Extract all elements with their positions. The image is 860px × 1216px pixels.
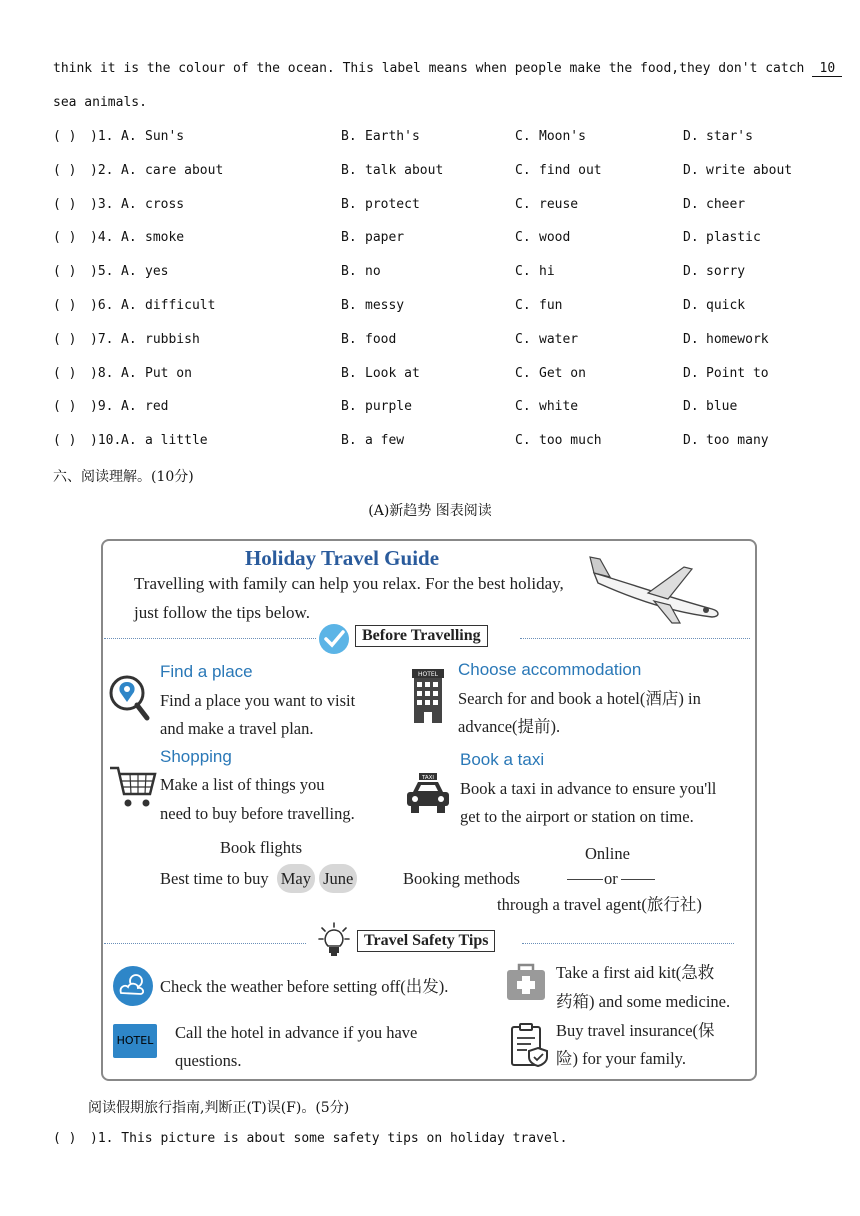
passage-text: think it is the colour of the ocean. This label means when people make the food,they don't catch: [53, 61, 805, 76]
first-aid-line-1: Take a first aid kit(急救: [556, 963, 715, 982]
tf-instruction: 阅读假期旅行指南,判断正(T)误(F)。(5分): [88, 1100, 350, 1116]
option-d-letter: D.: [683, 332, 699, 347]
hotel-sign-icon: HOTEL: [113, 1024, 157, 1058]
month-may: May: [277, 864, 315, 893]
question-row: [53, 366, 813, 386]
question-row: [53, 298, 813, 318]
option-d[interactable]: star's: [706, 129, 753, 144]
option-c[interactable]: water: [539, 332, 579, 347]
guide-intro-1: Travelling with family can help you relax. For the best holiday,: [134, 574, 564, 593]
call-hotel-line-1: Call the hotel in advance if you have: [175, 1023, 418, 1042]
option-d-letter: D.: [683, 399, 699, 414]
answer-blank[interactable]: ( ): [53, 230, 77, 245]
option-d-letter: D.: [683, 264, 699, 279]
option-c-letter: C.: [515, 197, 531, 212]
option-d[interactable]: blue: [706, 399, 738, 414]
question-number: )10.: [90, 433, 122, 448]
option-c-letter: C.: [515, 366, 531, 381]
hotel-building-icon: [409, 667, 447, 725]
find-place-line-2: and make a travel plan.: [160, 719, 314, 738]
question-row: [53, 332, 813, 352]
insurance-line-2: 险) for your family.: [556, 1049, 686, 1068]
travel-agent-option: through a travel agent(旅行社): [497, 895, 702, 914]
option-d-letter: D.: [683, 230, 699, 245]
option-c[interactable]: too much: [539, 433, 602, 448]
option-d[interactable]: Point to: [706, 366, 769, 381]
before-travelling-label: Before Travelling: [355, 625, 488, 647]
option-c-letter: C.: [515, 230, 531, 245]
option-b-letter: B.: [341, 298, 357, 313]
option-c[interactable]: hi: [539, 264, 555, 279]
find-place-line-1: Find a place you want to visit: [160, 691, 356, 710]
option-b-letter: B.: [341, 197, 357, 212]
option-c[interactable]: reuse: [539, 197, 579, 212]
question-number: )2.: [90, 163, 114, 178]
find-place-heading: Find a place: [160, 662, 253, 681]
or-line-left: [567, 879, 603, 880]
option-c-letter: C.: [515, 298, 531, 313]
option-c-letter: C.: [515, 399, 531, 414]
question-number: )9.: [90, 399, 114, 414]
option-a-letter: A.: [121, 433, 137, 448]
question-number: )7.: [90, 332, 114, 347]
weather-icon: [112, 965, 154, 1007]
online-option: Online: [585, 844, 630, 863]
option-c-letter: C.: [515, 332, 531, 347]
option-b-letter: B.: [341, 163, 357, 178]
option-a[interactable]: yes: [145, 264, 169, 279]
option-b-letter: B.: [341, 332, 357, 347]
month-june: June: [319, 864, 357, 893]
shopping-heading: Shopping: [160, 747, 232, 766]
guide-title: Holiday Travel Guide: [244, 546, 440, 570]
question-number: )8.: [90, 366, 114, 381]
option-d[interactable]: too many: [706, 433, 769, 448]
first-aid-kit-icon: [505, 962, 547, 1002]
question-number: )1.: [90, 129, 114, 144]
option-c-letter: C.: [515, 433, 531, 448]
checkmark-icon: [318, 623, 350, 655]
option-b-letter: B.: [341, 366, 357, 381]
airplane-icon: [588, 553, 724, 627]
option-b[interactable]: a few: [365, 433, 405, 448]
or-line-right: [621, 879, 655, 880]
question-row: [53, 399, 813, 419]
accommodation-heading: Choose accommodation: [458, 660, 642, 679]
question-text: )1. This picture is about some safety tips on holiday travel.: [90, 1131, 568, 1146]
answer-blank[interactable]: ( ): [53, 1131, 77, 1146]
option-b[interactable]: purple: [365, 399, 412, 414]
option-b-letter: B.: [341, 399, 357, 414]
option-c[interactable]: Get on: [539, 366, 586, 381]
option-a-letter: A.: [121, 230, 137, 245]
option-b-letter: B.: [341, 264, 357, 279]
answer-blank[interactable]: ( ): [53, 366, 77, 381]
first-aid-line-2: 药箱) and some medicine.: [556, 992, 731, 1011]
shopping-line-1: Make a list of things you: [160, 775, 325, 794]
option-a[interactable]: red: [145, 399, 169, 414]
option-b[interactable]: paper: [365, 230, 405, 245]
question-row: [53, 230, 813, 250]
best-time-row: [160, 864, 357, 893]
option-c-letter: C.: [515, 163, 531, 178]
option-a-letter: A.: [121, 366, 137, 381]
safety-tips-label: Travel Safety Tips: [357, 930, 495, 952]
option-c[interactable]: wood: [539, 230, 571, 245]
question-row: [53, 264, 813, 284]
option-c[interactable]: find out: [539, 163, 602, 178]
question-row: [53, 129, 813, 149]
answer-blank[interactable]: ( ): [53, 129, 77, 144]
option-a-letter: A.: [121, 163, 137, 178]
option-c[interactable]: Moon's: [539, 129, 586, 144]
accommodation-line-2: advance(提前).: [458, 717, 561, 736]
option-d[interactable]: write about: [706, 163, 793, 178]
option-a[interactable]: smoke: [145, 230, 185, 245]
shopping-cart-icon: [108, 764, 158, 810]
weather-tip: Check the weather before setting off(出发).: [160, 977, 449, 996]
lightbulb-icon: [318, 922, 350, 958]
question-number: )6.: [90, 298, 114, 313]
option-b[interactable]: talk about: [365, 163, 444, 178]
option-a-letter: A.: [121, 298, 137, 313]
option-d-letter: D.: [683, 433, 699, 448]
booking-methods-label: Booking methods: [403, 869, 520, 888]
passage-line-2: sea animals.: [53, 95, 147, 110]
option-d[interactable]: cheer: [706, 197, 746, 212]
option-d[interactable]: plastic: [706, 230, 761, 245]
call-hotel-line-2: questions.: [175, 1051, 242, 1070]
question-number: )5.: [90, 264, 114, 279]
answer-blank[interactable]: ( ): [53, 163, 77, 178]
taxi-heading: Book a taxi: [460, 750, 545, 769]
taxi-sign-text: TAXI: [421, 775, 435, 781]
option-b-letter: B.: [341, 230, 357, 245]
question-number: )3.: [90, 197, 114, 212]
option-c[interactable]: white: [539, 399, 579, 414]
best-time-label: Best time to buy: [160, 869, 269, 888]
option-a[interactable]: difficult: [145, 298, 216, 313]
taxi-line-1: Book a taxi in advance to ensure you'll: [460, 779, 717, 798]
shopping-line-2: need to buy before travelling.: [160, 804, 355, 823]
divider: [522, 943, 734, 944]
option-c-letter: C.: [515, 129, 531, 144]
option-a-letter: A.: [121, 332, 137, 347]
option-b[interactable]: Look at: [365, 366, 420, 381]
option-c[interactable]: fun: [539, 298, 563, 313]
option-d-letter: D.: [683, 129, 699, 144]
taxi-line-2: get to the airport or station on time.: [460, 807, 694, 826]
option-a-letter: A.: [121, 129, 137, 144]
question-row: [53, 433, 813, 453]
answer-blank[interactable]: ( ): [53, 298, 77, 313]
taxi-icon: [404, 772, 452, 816]
insurance-document-icon: [509, 1022, 549, 1068]
passage-line-1: [53, 61, 842, 77]
answer-blank[interactable]: ( ): [53, 264, 77, 279]
option-d-letter: D.: [683, 298, 699, 313]
option-b[interactable]: messy: [365, 298, 405, 313]
option-a[interactable]: Put on: [145, 366, 192, 381]
location-search-icon: [106, 674, 150, 724]
section-6-subheading: (A)新趋势 图表阅读: [368, 503, 492, 519]
guide-intro-2: just follow the tips below.: [134, 603, 310, 622]
option-a[interactable]: Sun's: [145, 129, 185, 144]
option-b[interactable]: food: [365, 332, 397, 347]
option-a[interactable]: care about: [145, 163, 224, 178]
section-6-heading: 六、阅读理解。(10分): [53, 469, 194, 485]
answer-blank[interactable]: ( ): [53, 332, 77, 347]
option-a-letter: A.: [121, 399, 137, 414]
option-d[interactable]: homework: [706, 332, 769, 347]
option-b-letter: B.: [341, 129, 357, 144]
option-b[interactable]: protect: [365, 197, 420, 212]
option-a-letter: A.: [121, 197, 137, 212]
option-a[interactable]: cross: [145, 197, 185, 212]
book-flights-heading: Book flights: [220, 838, 303, 857]
divider: [104, 638, 316, 639]
answer-blank[interactable]: ( ): [53, 433, 77, 448]
option-a[interactable]: rubbish: [145, 332, 200, 347]
question-number: )4.: [90, 230, 114, 245]
accommodation-line-1: Search for and book a hotel(酒店) in: [458, 689, 701, 708]
question-row: [53, 163, 813, 183]
option-a[interactable]: a little: [145, 433, 208, 448]
hotel-sign-text: HOTEL: [417, 671, 439, 678]
blank-10[interactable]: 10: [812, 61, 842, 77]
question-row: [53, 197, 813, 217]
option-a-letter: A.: [121, 264, 137, 279]
divider: [104, 943, 306, 944]
option-c-letter: C.: [515, 264, 531, 279]
tf-question-1: [53, 1131, 813, 1151]
or-text: or: [604, 869, 618, 888]
answer-blank[interactable]: ( ): [53, 197, 77, 212]
option-d-letter: D.: [683, 163, 699, 178]
answer-blank[interactable]: ( ): [53, 399, 77, 414]
option-d[interactable]: quick: [706, 298, 746, 313]
insurance-line-1: Buy travel insurance(保: [556, 1021, 715, 1040]
option-b-letter: B.: [341, 433, 357, 448]
divider: [520, 638, 750, 639]
option-d[interactable]: sorry: [706, 264, 746, 279]
option-d-letter: D.: [683, 197, 699, 212]
option-d-letter: D.: [683, 366, 699, 381]
option-b[interactable]: no: [365, 264, 381, 279]
option-b[interactable]: Earth's: [365, 129, 420, 144]
